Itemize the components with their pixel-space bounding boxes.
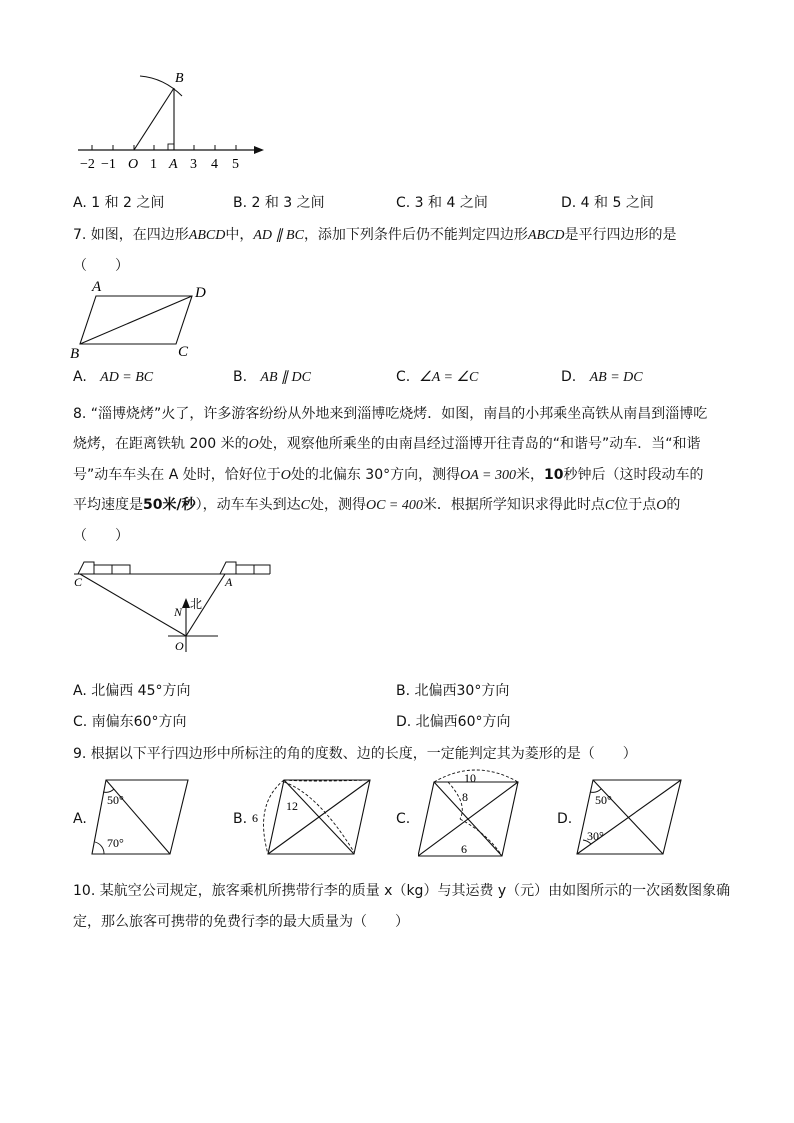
railway-figure	[70, 556, 280, 656]
length-label: 10	[464, 771, 476, 785]
axis-arrow	[254, 146, 264, 154]
length-label: 12	[286, 799, 298, 813]
q8-line-4: 平均速度是50米/秒），动车车头到达C处，测得OC = 400米．根据所学知识求得此时点C位于点O的	[73, 497, 681, 513]
number-line-figure	[70, 62, 280, 177]
q9-stem: 9. 根据以下平行四边形中所标注的角的度数、边的长度，一定能判定其为菱形的是（ ）	[73, 746, 637, 762]
q8-line-1: 8. “淄博烧烤”火了，许多游客纷纷从外地来到淄博吃烧烤．如图，南昌的小邦乘坐高铁从南昌到淄博吃	[73, 406, 708, 422]
q9-option-c[interactable]: C.	[396, 811, 411, 827]
label-B: B	[175, 71, 184, 86]
label-O: O	[175, 639, 184, 653]
train-a	[220, 562, 270, 574]
q7-option-d[interactable]: D. AB = DC	[561, 369, 643, 385]
label-A: A	[92, 279, 102, 295]
tick-label: −2	[80, 157, 95, 172]
label-C: C	[178, 344, 189, 360]
diagonal-BD	[80, 296, 192, 344]
quadrilateral-figure	[64, 274, 224, 364]
q6-option-b[interactable]: B. 2 和 3 之间	[233, 195, 325, 211]
q7-option-c[interactable]: C. ∠A = ∠C	[396, 369, 479, 385]
label-D: D	[195, 285, 206, 301]
segment-OC	[80, 574, 186, 636]
length-label: 8	[462, 790, 468, 804]
angle-label: 30°	[587, 829, 604, 843]
q10-line-2: 定，那么旅客可携带的免费行李的最大质量为（ ）	[73, 914, 409, 930]
q7-stem: 7. 如图，在四边形ABCD中，AD ∥ BC，添加下列条件后仍不能判定四边形ABCD是平行四边形的是	[73, 227, 677, 243]
parallelogram-d	[575, 774, 690, 860]
tick-label: 3	[190, 157, 197, 172]
q7-option-b[interactable]: B. AB ∥ DC	[233, 369, 311, 385]
right-angle-mark	[168, 144, 174, 150]
tick-label: 4	[211, 157, 218, 172]
length-label: 6	[461, 842, 467, 856]
parallelogram-b	[248, 774, 378, 860]
q6-option-c[interactable]: C. 3 和 4 之间	[396, 195, 488, 211]
angle-label: 50°	[595, 793, 612, 807]
q7-bracket: （ ）	[73, 258, 129, 274]
q8-option-b[interactable]: B. 北偏西30°方向	[396, 683, 510, 699]
tick-label: −1	[101, 157, 116, 172]
q8-option-c[interactable]: C. 南偏东60°方向	[73, 714, 187, 730]
tick-label: O	[128, 157, 139, 172]
q9-option-a[interactable]: A.	[73, 811, 87, 827]
label-north: 北	[190, 597, 203, 611]
tick-label: 1	[150, 157, 157, 172]
north-arrow	[182, 598, 190, 608]
tick-label: A	[169, 157, 178, 172]
q6-option-d[interactable]: D. 4 和 5 之间	[561, 195, 654, 211]
q8-option-d[interactable]: D. 北偏西60°方向	[396, 714, 511, 730]
q7-option-a[interactable]: A. AD = BC	[73, 369, 154, 385]
angle-label: 70°	[107, 836, 124, 850]
parallelogram-c	[418, 768, 528, 862]
q8-bracket: （ ）	[73, 528, 129, 544]
angle-label: 50°	[107, 793, 124, 807]
label-B: B	[70, 346, 80, 362]
label-A: A	[225, 575, 233, 589]
segment-OB	[134, 88, 174, 150]
label-C: C	[74, 575, 83, 589]
q9-option-b[interactable]: B.	[233, 811, 248, 827]
q9-option-d[interactable]: D.	[557, 811, 573, 827]
q8-option-a[interactable]: A. 北偏西 45°方向	[73, 683, 191, 699]
label-N: N	[174, 605, 183, 619]
parallelogram-a	[90, 774, 200, 860]
train-c	[78, 562, 130, 574]
q8-line-2: 烧烤，在距离铁轨 200 米的O处，观察他所乘坐的由南昌经过淄博开往青岛的“和谐号”动车．当“和谐	[73, 436, 701, 452]
q8-line-3: 号”动车车头在 A 处时，恰好位于O处的北偏东 30°方向，测得OA = 300米，10秒钟后（这时段动车的	[73, 467, 704, 483]
tick-label: 5	[232, 157, 239, 172]
q10-line-1: 10. 某航空公司规定，旅客乘机所携带行李的质量 x（kg）与其运费 y（元）由如图所示的一次函数图象确	[73, 883, 731, 899]
length-label: 6	[252, 811, 258, 825]
q6-option-a[interactable]: A. 1 和 2 之间	[73, 195, 165, 211]
